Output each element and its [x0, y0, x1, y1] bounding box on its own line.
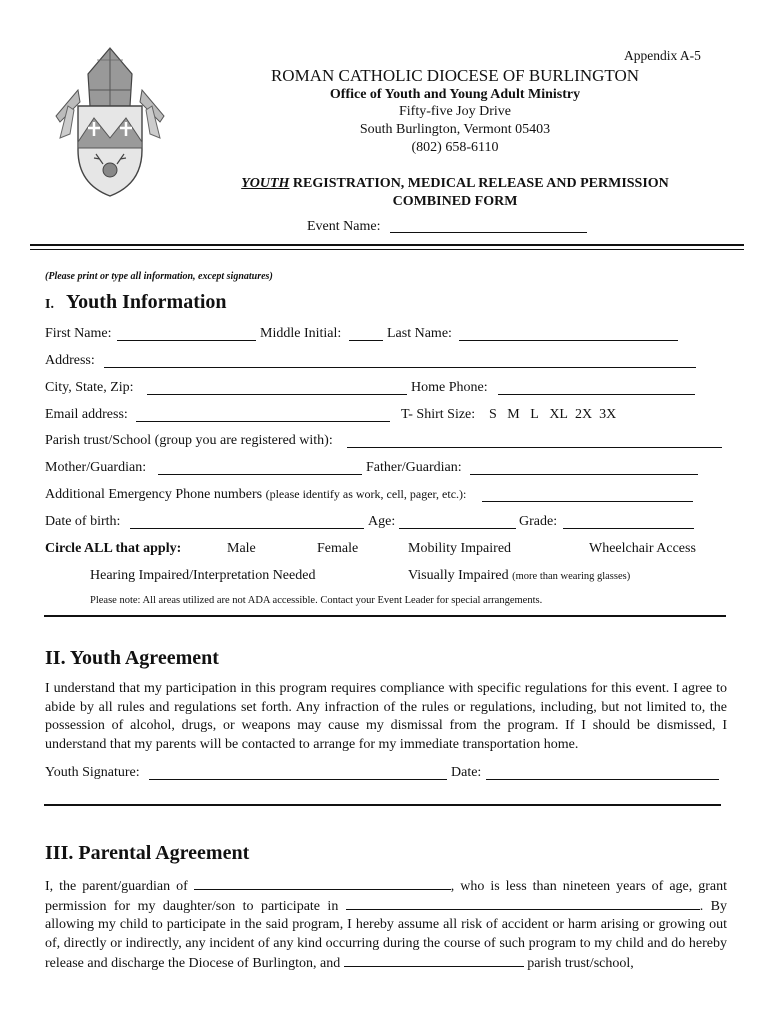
option-hearing-impaired[interactable]: Hearing Impaired/Interpretation Needed — [90, 568, 316, 583]
parish-trust-field[interactable] — [344, 954, 524, 967]
youth-signature-label: Youth Signature: — [45, 765, 140, 780]
option-visually-impaired-note: (more than wearing glasses) — [512, 571, 631, 582]
city-state-zip-field[interactable] — [147, 394, 407, 395]
diocese-coat-of-arms — [50, 46, 170, 198]
appendix-label: Appendix A-5 — [624, 48, 701, 63]
parental-text-part-2: , who is less than nineteen years of age, grant permission for my daughter/son to participate in — [45, 879, 728, 914]
option-female[interactable]: Female — [317, 541, 359, 556]
mother-field[interactable] — [158, 474, 362, 475]
last-name-label: Last Name: — [387, 326, 452, 341]
emergency-label-text: Additional Emergency Phone numbers — [45, 487, 263, 502]
first-name-field[interactable] — [117, 340, 256, 341]
option-wheelchair-access[interactable]: Wheelchair Access — [589, 541, 696, 556]
office-name: Office of Youth and Young Adult Ministry — [329, 87, 581, 102]
tshirt-label: T- Shirt Size: — [401, 407, 476, 422]
parish-field[interactable] — [347, 447, 722, 448]
dob-field[interactable] — [130, 528, 364, 529]
parish-label: Parish trust/School (group you are registered with): — [45, 433, 333, 448]
option-visually-impaired-label: Visually Impaired — [408, 568, 509, 583]
middle-initial-label: Middle Initial: — [260, 326, 342, 341]
address-line-1: Fifty-five Joy Drive — [399, 104, 511, 119]
home-phone-label: Home Phone: — [411, 380, 488, 395]
emergency-note: (please identify as work, cell, pager, etc.): — [265, 487, 467, 501]
youth-date-label: Date: — [451, 765, 482, 780]
section-3-title: III. Parental Agreement — [45, 842, 250, 864]
youth-agreement-text: I understand that my participation in this program requires compliance with specific regulations for this event. I agree to abide by all rules and regulations set forth. Any infraction of the rules or regulations, including, but not limited to, the possession of alcohol, drugs, or weapons may cause my dismissal from the program. If I should be dismissed, I understand that my parents will be contacted to arrange for my immediate transportation home. — [45, 681, 727, 753]
dob-label: Date of birth: — [45, 514, 121, 529]
address-label: Address: — [45, 353, 95, 368]
address-line-2: South Burlington, Vermont 05403 — [359, 122, 551, 137]
tshirt-size-2x[interactable]: 2X — [574, 407, 593, 422]
parental-agreement-text — [45, 877, 727, 974]
age-label: Age: — [368, 514, 396, 529]
header-divider-bottom — [30, 249, 744, 250]
tshirt-size-3x[interactable]: 3X — [599, 407, 617, 422]
section-1-heading — [45, 291, 227, 314]
ada-note: Please note: All areas utilized are not ADA accessible. Contact your Event Leader for special arrangements. — [90, 595, 543, 606]
city-state-zip-label: City, State, Zip: — [45, 380, 134, 395]
section-1-title: Youth Information — [65, 291, 227, 313]
form-title-rest: REGISTRATION, MEDICAL RELEASE AND PERMISSION — [289, 176, 669, 191]
org-name: ROMAN CATHOLIC DIOCESE OF BURLINGTON — [270, 66, 640, 85]
circle-all-label: Circle ALL that apply: — [45, 541, 182, 556]
email-field[interactable] — [136, 421, 390, 422]
grade-field[interactable] — [563, 528, 694, 529]
emergency-label — [45, 487, 466, 503]
last-name-field[interactable] — [459, 340, 678, 341]
tshirt-size-xl[interactable]: XL — [549, 407, 568, 422]
parental-text-part-1: I, the parent/guardian of — [45, 879, 188, 894]
section-2-title: II. Youth Agreement — [45, 647, 219, 669]
section-2-divider — [44, 804, 721, 806]
option-visually-impaired[interactable] — [408, 568, 630, 584]
tshirt-size-options — [489, 407, 616, 423]
form-title-youth: YOUTH — [241, 176, 290, 191]
parental-text-part-3: . By allowing my child to participate in the said program, I hereby assume all risk of accident or harm arising or growing out of, directly or indirectly, any incident of any kind occurring during the course of such program to my child and do hereby release and discharge the Diocese of Burlington, and — [45, 898, 728, 971]
program-name-field[interactable] — [346, 897, 700, 910]
form-title-line-2: COMBINED FORM — [392, 194, 518, 209]
instructions: (Please print or type all information, except signatures) — [45, 271, 273, 282]
phone-number: (802) 658-6110 — [411, 140, 499, 155]
event-name-field[interactable] — [390, 232, 587, 233]
parental-text-part-4: parish trust/school, — [527, 955, 634, 971]
youth-date-field[interactable] — [486, 779, 719, 780]
mother-label: Mother/Guardian: — [45, 460, 147, 475]
first-name-label: First Name: — [45, 326, 112, 341]
section-1-numeral: I. — [45, 297, 54, 312]
father-label: Father/Guardian: — [366, 460, 462, 475]
header-divider-top — [30, 244, 744, 246]
middle-initial-field[interactable] — [349, 340, 383, 341]
email-label: Email address: — [45, 407, 128, 422]
section-1-divider — [44, 615, 726, 617]
option-mobility-impaired[interactable]: Mobility Impaired — [408, 541, 512, 556]
home-phone-field[interactable] — [498, 394, 695, 395]
tshirt-size-l[interactable]: L — [530, 407, 539, 422]
tshirt-size-s[interactable]: S — [489, 407, 497, 422]
tshirt-size-m[interactable]: M — [507, 407, 520, 422]
father-field[interactable] — [470, 474, 698, 475]
event-name-label: Event Name: — [307, 219, 381, 234]
emergency-field[interactable] — [482, 501, 693, 502]
child-name-field[interactable] — [194, 877, 451, 890]
option-male[interactable]: Male — [227, 541, 256, 556]
youth-signature-field[interactable] — [149, 779, 447, 780]
grade-label: Grade: — [519, 514, 558, 529]
address-field[interactable] — [104, 367, 696, 368]
form-title-line-1 — [200, 176, 710, 192]
age-field[interactable] — [399, 528, 516, 529]
